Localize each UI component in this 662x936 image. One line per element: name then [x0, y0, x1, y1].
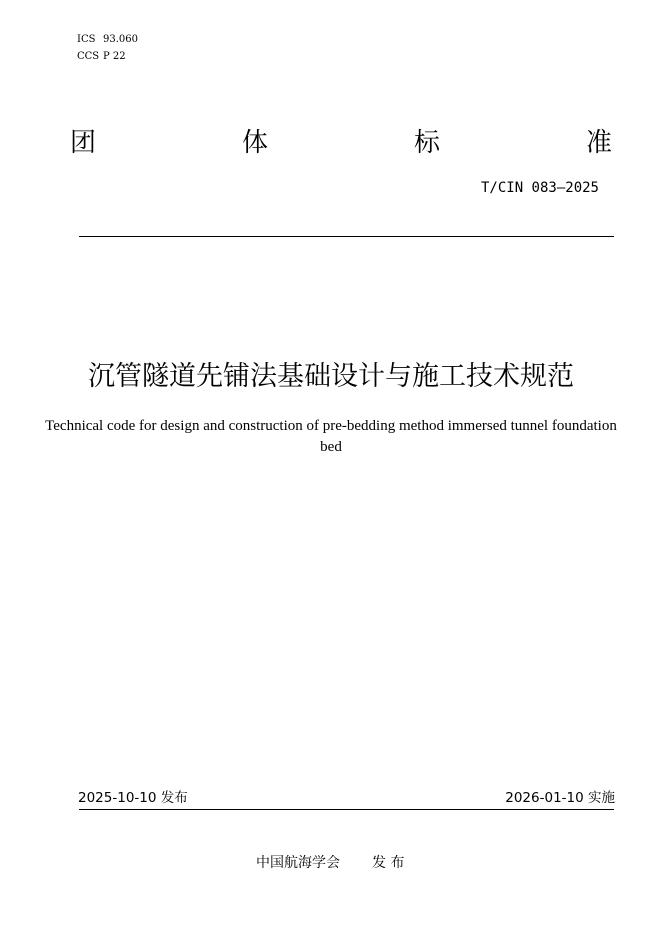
standard-type-char: 准 [585, 128, 612, 158]
standard-type-char: 标 [413, 128, 440, 158]
publisher-action: 发 布 [372, 855, 405, 871]
standard-type-char: 体 [241, 128, 268, 158]
chinese-title: 沉管隧道先铺法基础设计与施工技术规范 [88, 361, 574, 392]
classification-codes [77, 31, 138, 65]
publisher [256, 853, 404, 873]
publisher-name: 中国航海学会 [256, 855, 340, 871]
implementation-date: 2026-01-10 实施 [505, 790, 615, 806]
ccs-code [77, 48, 138, 65]
ics-label: ICS [77, 34, 96, 45]
standard-number: T/CIN 083—2025 [480, 180, 599, 196]
english-title: Technical code for design and construction of pre-bedding method immersed tunnel foundation bed [45, 418, 617, 455]
standard-type-heading [70, 123, 612, 163]
issue-date: 2025-10-10 发布 [78, 790, 188, 806]
header-divider [79, 236, 614, 237]
footer-divider [79, 809, 614, 810]
ics-value: 93.060 [103, 34, 138, 45]
standard-type-char: 团 [70, 128, 97, 158]
ccs-value: P 22 [103, 51, 126, 62]
ccs-label: CCS [77, 51, 100, 62]
ics-code [77, 31, 138, 48]
